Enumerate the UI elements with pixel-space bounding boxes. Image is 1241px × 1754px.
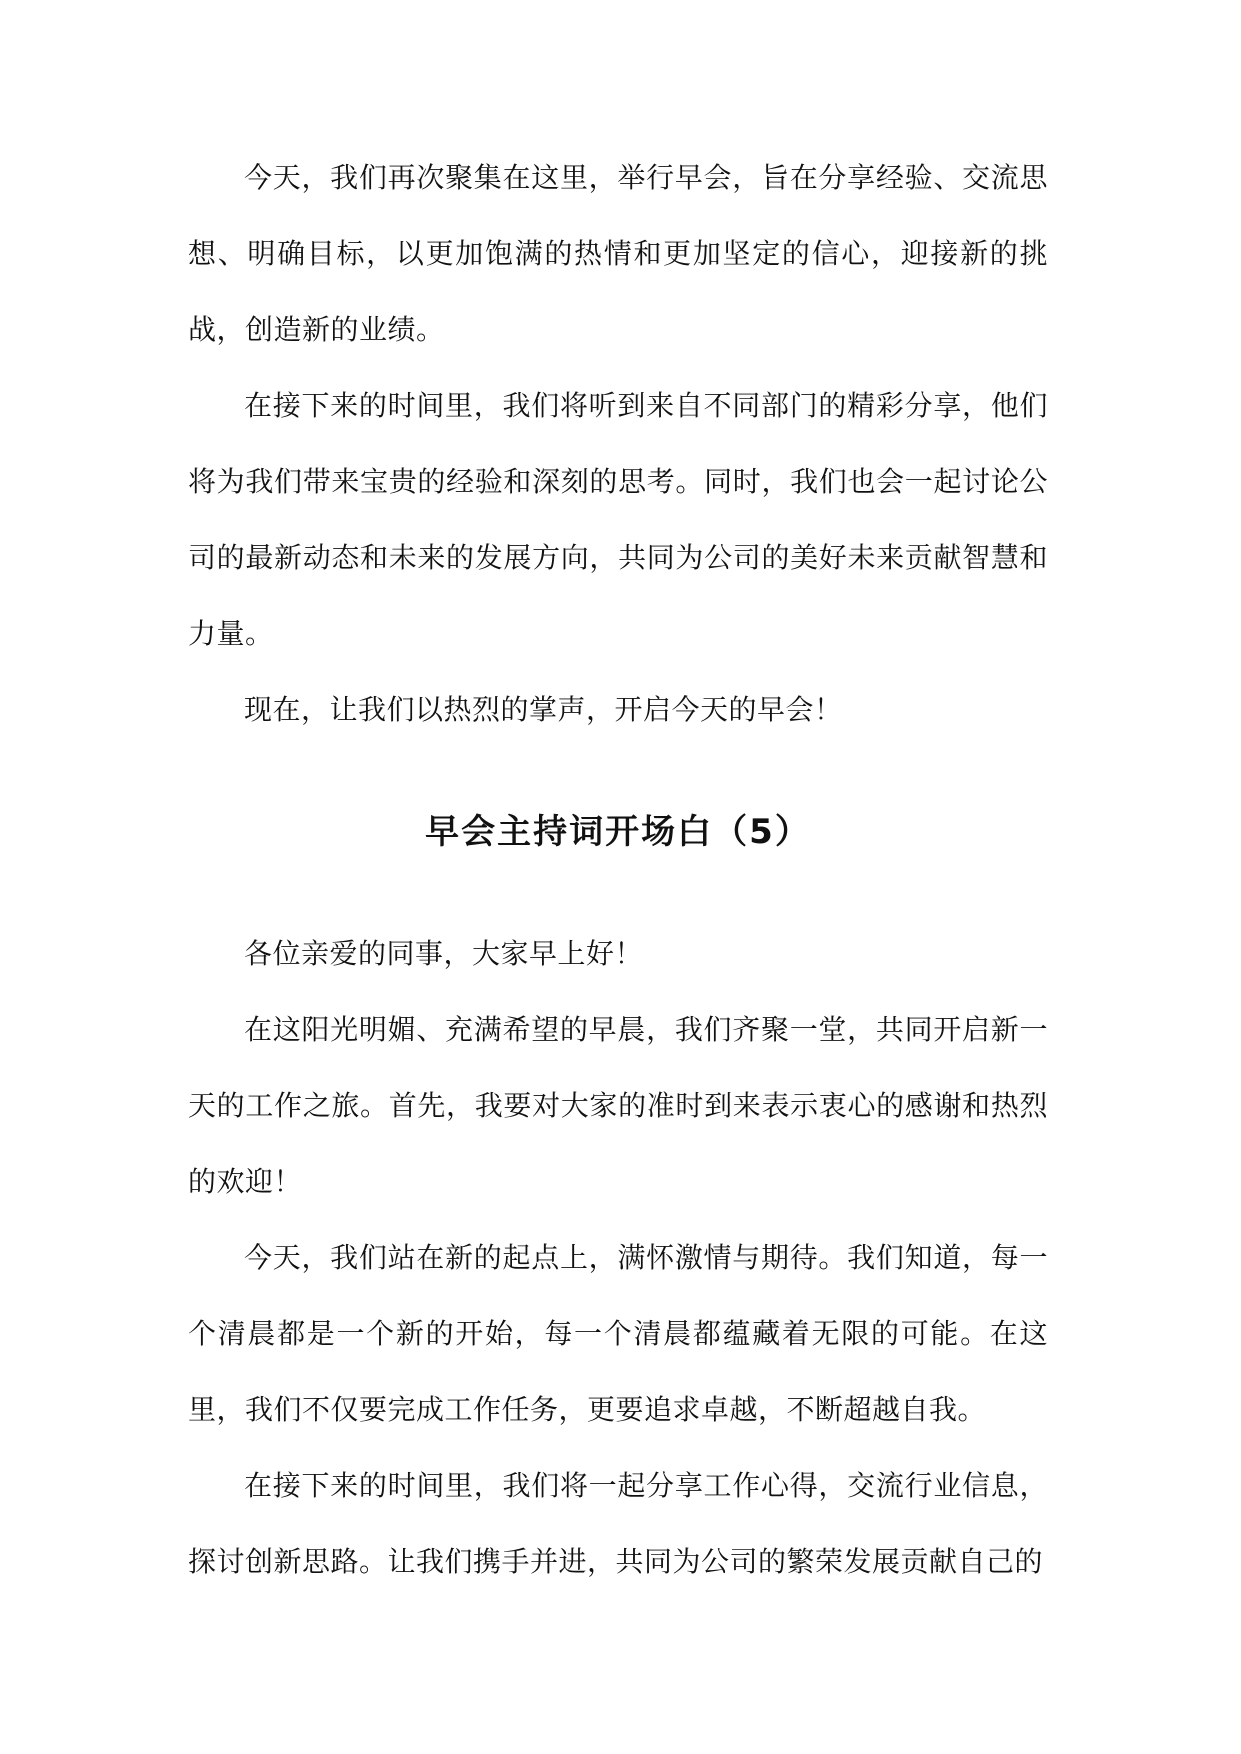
paragraph: 在接下来的时间里，我们将听到来自不同部门的精彩分享，他们将为我们带来宝贵的经验和深刻的思考。同时，我们也会一起讨论公司的最新动态和未来的发展方向，共同为公司的美好未来贡献智慧和力量。 [188,389,1048,650]
paragraph: 在这阳光明媚、充满希望的早晨，我们齐聚一堂，共同开启新一天的工作之旅。首先，我要对大家的准时到来表示衷心的感谢和热烈的欢迎！ [188,1013,1048,1198]
paragraph: 今天，我们站在新的起点上，满怀激情与期待。我们知道，每一个清晨都是一个新的开始，每一个清晨都蕴藏着无限的可能。在这里，我们不仅要完成工作任务，更要追求卓越，不断超越自我。 [188,1241,1048,1426]
section-heading: 早会主持词开场白（5） [425,812,811,852]
document-body [188,140,1048,1600]
paragraph: 现在，让我们以热烈的掌声，开启今天的早会！ [244,693,843,726]
paragraph: 今天，我们再次聚集在这里，举行早会，旨在分享经验、交流思想、明确目标，以更加饱满的热情和更加坚定的信心，迎接新的挑战，创造新的业绩。 [188,161,1048,346]
paragraph: 在接下来的时间里，我们将一起分享工作心得，交流行业信息，探讨创新思路。让我们携手并进，共同为公司的繁荣发展贡献自己的 [188,1469,1048,1578]
paragraph: 各位亲爱的同事，大家早上好！ [244,937,644,970]
